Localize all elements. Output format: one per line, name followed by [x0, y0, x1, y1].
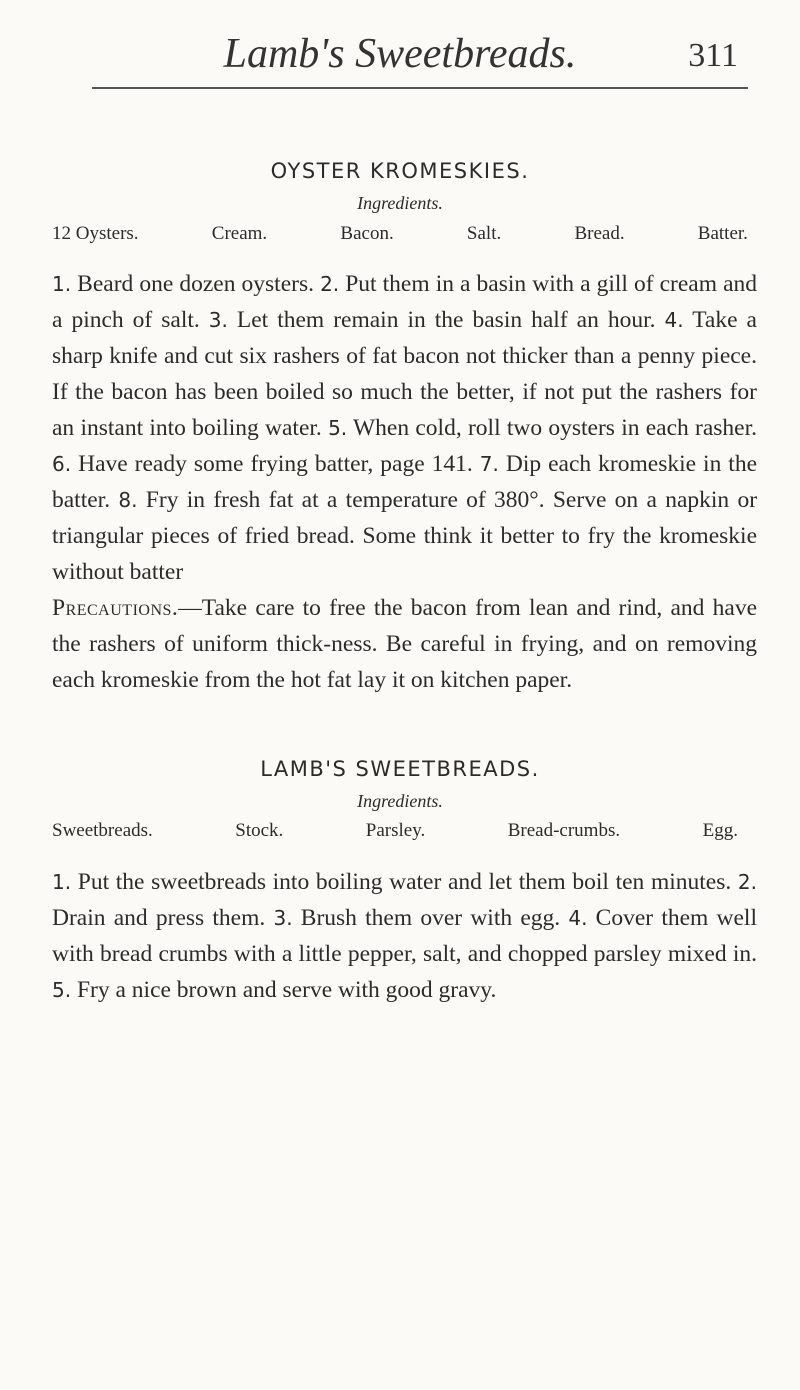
recipe-title: OYSTER KROMESKIES. — [270, 159, 530, 183]
step-number: 1. — [52, 870, 72, 894]
step-text: Put them in a basin with a gill of cream and a pinch of salt. — [52, 271, 758, 333]
method-paragraph — [52, 266, 757, 590]
step-number: 4. — [664, 308, 684, 332]
step-number: 5. — [328, 416, 348, 440]
step-number: 2. — [320, 272, 340, 296]
step-text: Beard one dozen oysters. — [77, 271, 314, 297]
step-text: When cold, roll two oysters in each rasher. — [353, 415, 758, 441]
step-number: 4. — [568, 906, 588, 930]
recipe-method — [52, 266, 757, 698]
step-text: Put the sweetbreads into boiling water and let them boil ten minutes. — [77, 869, 732, 895]
ingredient-item: Batter. — [697, 223, 748, 244]
step-text: Take a sharp knife and cut six rashers of fat bacon not thicker than a penny piece. If the bacon has been boiled so much the better, if not put the rashers for an instant into boiling water. — [52, 307, 757, 441]
step-number: 6. — [52, 452, 72, 476]
step-number: 8. — [118, 488, 138, 512]
step-text: Fry in fresh fat at a temperature of 380°. Serve on a napkin or triangular pieces of fried bread. Some think it better to fry the kromeskie without batter — [52, 487, 758, 585]
ingredient-item: Bread-crumbs. — [507, 820, 621, 841]
step-text: Have ready some frying batter, page 141. — [78, 451, 473, 477]
step-text: Dip each kromeskie in the batter. — [52, 451, 758, 513]
ingredient-item: Parsley. — [365, 820, 426, 841]
header-rule — [92, 87, 748, 89]
ingredient-item: 12 Oysters. — [52, 223, 139, 244]
ingredient-item: Bacon. — [340, 223, 394, 244]
running-title: Lamb's Sweetbreads. — [223, 31, 577, 77]
ingredient-item: Egg. — [702, 820, 738, 841]
recipe-title: LAMB'S SWEETBREADS. — [260, 757, 540, 781]
step-number: 7. — [479, 452, 499, 476]
method-paragraph — [52, 864, 757, 1008]
ingredient-item: Stock. — [235, 820, 284, 841]
recipe-method — [52, 864, 757, 1008]
step-number: 3. — [273, 906, 293, 930]
step-text: Let them remain in the basin half an hour. — [236, 307, 656, 333]
step-number: 3. — [208, 308, 228, 332]
ingredients-label: Ingredients. — [357, 791, 443, 811]
step-number: 2. — [737, 870, 758, 894]
precautions-text: —Take care to free the bacon from lean and rind, and have the rashers of uniform thick-ness. Be careful in frying, and on removing each kromeskie from the hot fat lay it on kitchen paper. — [52, 595, 757, 693]
ingredients-list — [52, 819, 738, 843]
precautions-label: Precautions. — [52, 595, 179, 621]
step-text: Fry a nice brown and serve with good gravy. — [76, 977, 497, 1003]
ingredient-item: Bread. — [574, 223, 625, 244]
page-number: 311 — [688, 37, 738, 74]
step-number: 1. — [52, 272, 72, 296]
step-text: Drain and press them. — [52, 905, 266, 931]
ingredient-item: Sweetbreads. — [52, 820, 153, 841]
step-text: Cover them well with bread crumbs with a little pepper, salt, and chopped parsley mixed in. — [52, 905, 757, 967]
ingredient-item: Salt. — [466, 223, 502, 244]
ingredients-list — [52, 222, 748, 246]
ingredient-item: Cream. — [211, 223, 268, 244]
step-number: 5. — [52, 978, 72, 1002]
step-text: Brush them over with egg. — [300, 905, 561, 931]
ingredients-label: Ingredients. — [357, 193, 443, 213]
precautions-paragraph — [52, 590, 757, 698]
running-head — [0, 30, 800, 78]
